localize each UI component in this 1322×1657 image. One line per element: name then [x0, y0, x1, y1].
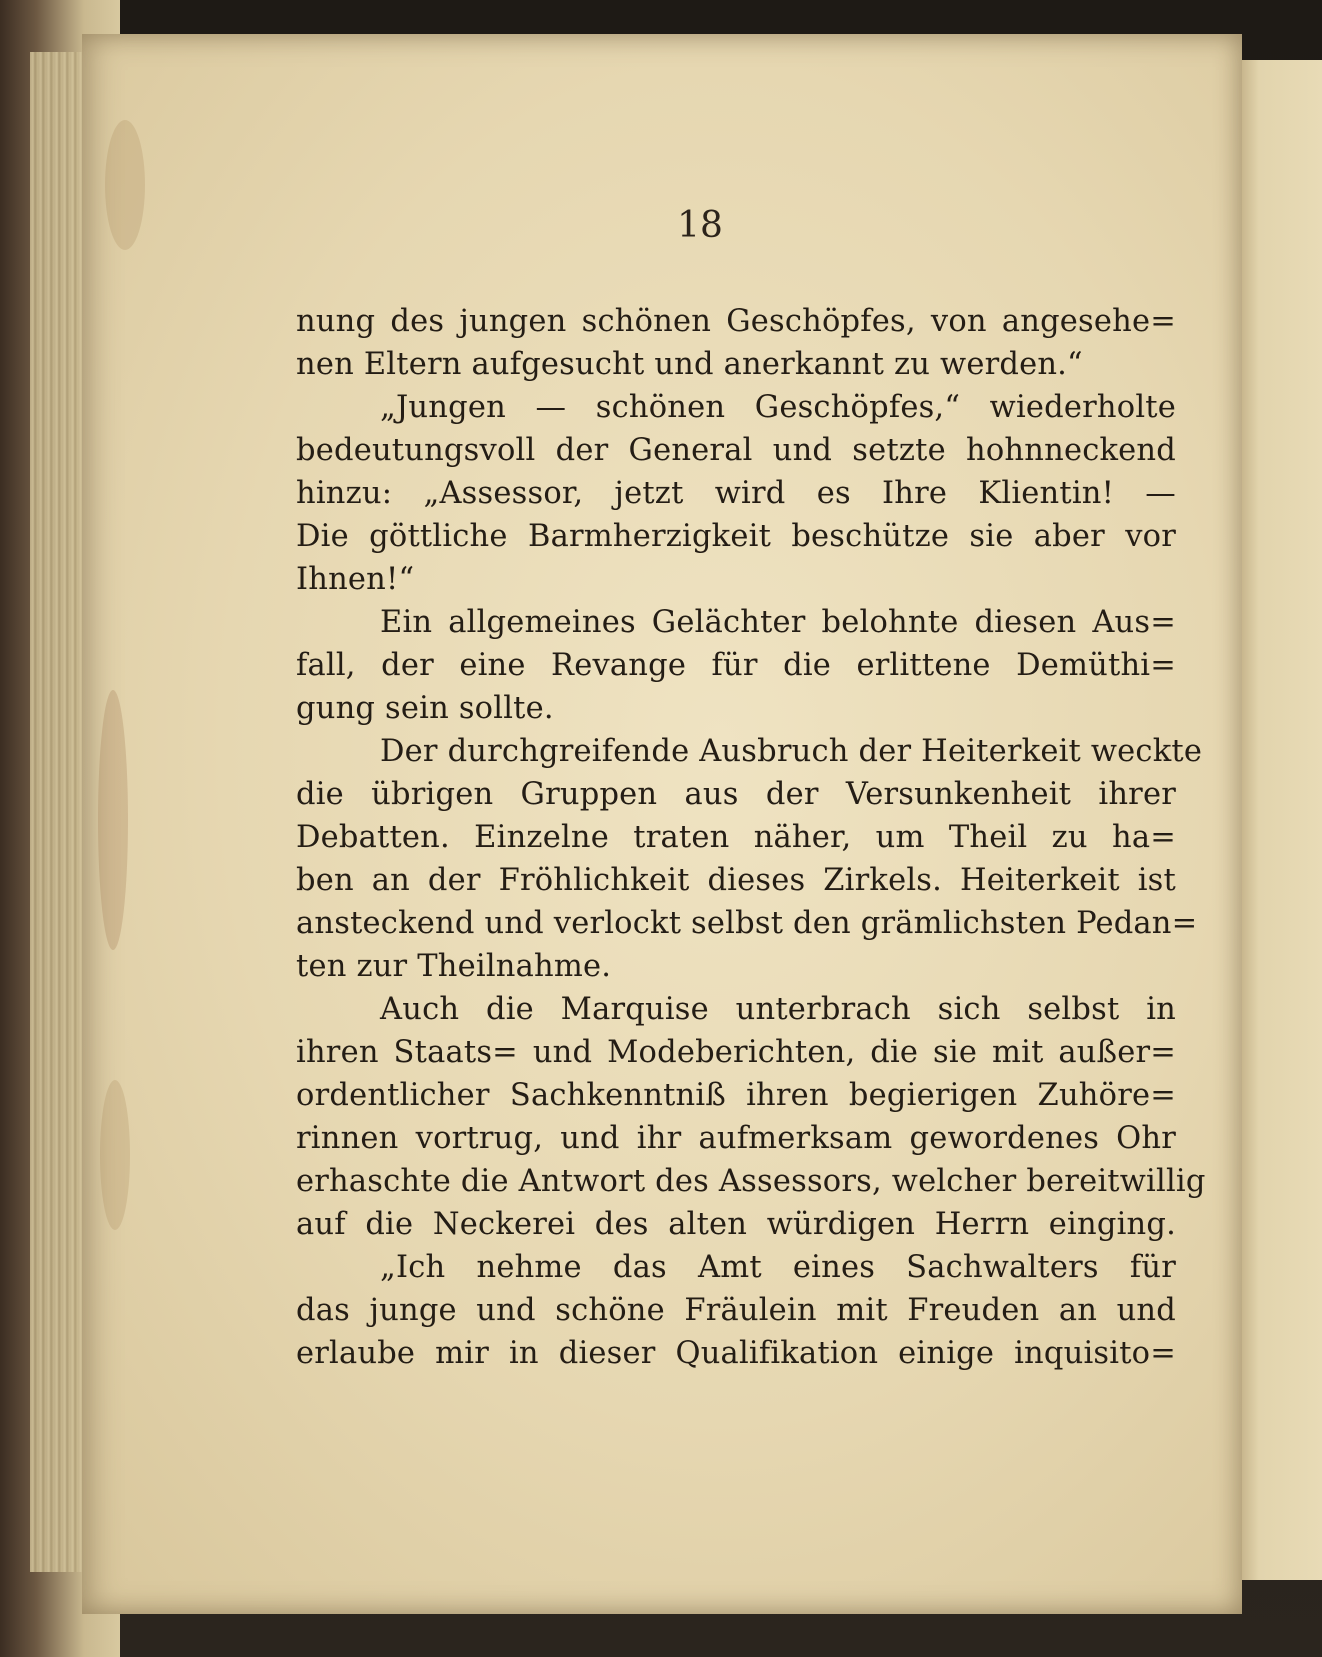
text-line: rinnen vortrug, und ihr aufmerksam gewordenes Ohr: [296, 1121, 1176, 1156]
text-line: ihren Staats= und Modeberichten, die sie mit außer=: [296, 1035, 1176, 1070]
text-line: „Jungen — schönen Geschöpfes,“ wiederholte: [380, 390, 1176, 425]
text-line: fall, der eine Revange für die erlittene Demüthi=: [296, 648, 1176, 683]
text-line: ten zur Theilnahme.: [296, 949, 612, 984]
text-line: Der durchgreifende Ausbruch der Heiterkeit weckte: [380, 734, 1203, 769]
text-line: die übrigen Gruppen aus der Versunkenheit ihrer: [296, 777, 1176, 812]
text-line: bedeutungsvoll der General und setzte hohnneckend: [296, 433, 1176, 468]
text-line: gung sein sollte.: [296, 691, 554, 726]
text-line: „Ich nehme das Amt eines Sachwalters für: [380, 1250, 1176, 1285]
text-line: nung des jungen schönen Geschöpfes, von angesehe=: [296, 304, 1176, 339]
text-line: Die göttliche Barmherzigkeit beschütze sie aber vor: [296, 519, 1176, 554]
text-line: ansteckend und verlockt selbst den grämlichsten Pedan=: [296, 906, 1198, 941]
text-line: ordentlicher Sachkenntniß ihren begierigen Zuhöre=: [296, 1078, 1176, 1113]
text-line: erhaschte die Antwort des Assessors, welcher bereitwillig: [296, 1164, 1206, 1199]
text-line: Ein allgemeines Gelächter belohnte diesen Aus=: [380, 605, 1176, 640]
text-line: das junge und schöne Fräulein mit Freuden an und: [296, 1293, 1176, 1328]
text-line: Auch die Marquise unterbrach sich selbst in: [380, 992, 1176, 1027]
paper-stain: [98, 690, 128, 950]
paper-stain: [105, 120, 145, 250]
text-line: hinzu: „Assessor, jetzt wird es Ihre Klientin! —: [296, 476, 1176, 511]
body-text: [296, 300, 1206, 1375]
text-line: Ihnen!“: [296, 562, 415, 597]
text-line: Debatten. Einzelne traten näher, um Theil zu ha=: [296, 820, 1176, 855]
text-line: auf die Neckerei des alten würdigen Herrn einging.: [296, 1207, 1176, 1242]
page-number: 18: [677, 205, 723, 246]
text-line: erlaube mir in dieser Qualifikation einige inquisito=: [296, 1336, 1176, 1371]
text-line: ben an der Fröhlichkeit dieses Zirkels. Heiterkeit ist: [296, 863, 1176, 898]
text-line: nen Eltern aufgesucht und anerkannt zu werden.“: [296, 347, 1083, 382]
paper-stain: [100, 1080, 130, 1230]
facing-page-edge: [1232, 60, 1322, 1580]
